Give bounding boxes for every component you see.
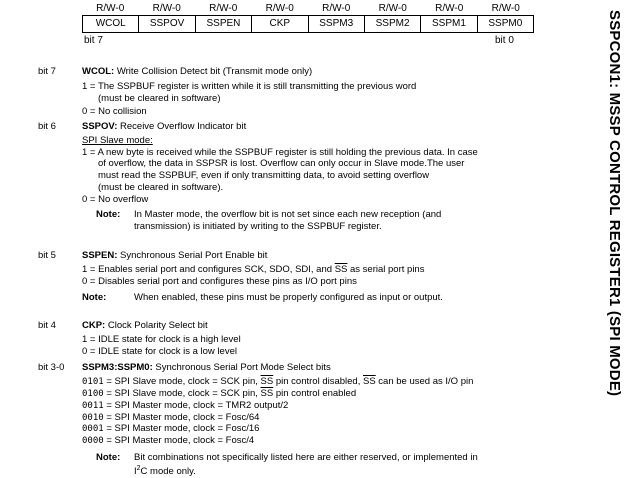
bit6-line5: 0 = No overflow bbox=[82, 194, 149, 205]
bit30-note-label: Note: bbox=[96, 452, 121, 463]
ss-signal: $\overline{SS}$ bbox=[260, 388, 274, 399]
mode-code: 0011 bbox=[82, 401, 104, 411]
mode-0000 bbox=[82, 435, 254, 448]
mode-0011 bbox=[82, 400, 288, 413]
bit5-note-label: Note: bbox=[82, 292, 107, 303]
access-bit7: R/W-0 bbox=[96, 3, 125, 14]
bit7-desc: Write Collision Detect bit (Transmit mode only) bbox=[114, 66, 313, 77]
register-bit-wcol: WCOL bbox=[95, 18, 126, 29]
i2c-superscript: 2 bbox=[136, 465, 141, 472]
register-bit-sspm0: SSPM0 bbox=[477, 16, 533, 32]
bit5-line1 bbox=[82, 264, 424, 276]
register-bit-sspm2: SSPM2 bbox=[364, 16, 420, 32]
bit7-line2: (must be cleared in software) bbox=[98, 93, 221, 104]
bit4-name: CKP: bbox=[82, 320, 106, 331]
bit6-title bbox=[82, 121, 246, 133]
bit7-title bbox=[82, 66, 312, 78]
bit5-name: SSPEN: bbox=[82, 250, 118, 261]
i2c-i: I bbox=[134, 466, 137, 478]
mode-desc: = SPI Master mode, clock = Fosc/16 bbox=[103, 423, 260, 434]
mode-desc: = SPI Master mode, clock = Fosc/64 bbox=[103, 412, 260, 423]
bit5-line2: 0 = Disables serial port and configures these pins as I/O port pins bbox=[82, 276, 357, 287]
bit6-line4: (must be cleared in software). bbox=[98, 182, 224, 193]
bit4-label: bit 4 bbox=[38, 320, 56, 331]
mode-0100 bbox=[82, 388, 356, 401]
mode-desc: = SPI Master mode, clock = Fosc/4 bbox=[103, 435, 255, 446]
mode-code: 0000 bbox=[82, 436, 104, 446]
bit5-ss-signal: $\overline{SS}$ bbox=[334, 264, 348, 275]
bit4-line1: 1 = IDLE state for clock is a high level bbox=[82, 334, 241, 345]
mode-0001 bbox=[82, 423, 259, 436]
i2c-rest: C mode only. bbox=[140, 466, 196, 478]
register-bit-sspm1: SSPM1 bbox=[420, 16, 476, 32]
mode-desc: = SPI Slave mode, clock = SCK pin, bbox=[103, 376, 261, 387]
ss-signal: $\overline{SS}$ bbox=[362, 376, 376, 387]
bit6-name: SSPOV: bbox=[82, 121, 118, 132]
mode-code: 0100 bbox=[82, 389, 104, 399]
bit7-line3: 0 = No collision bbox=[82, 106, 147, 117]
bit4-line2: 0 = IDLE state for clock is a low level bbox=[82, 346, 237, 357]
ss-signal: $\overline{SS}$ bbox=[260, 376, 274, 387]
mode-0101 bbox=[82, 376, 473, 389]
bit6-note-label: Note: bbox=[96, 209, 121, 220]
bit6-line1: 1 = A new byte is received while the SSPBUF register is still holding the previous data. In case bbox=[82, 147, 478, 158]
access-bit6: R/W-0 bbox=[152, 3, 181, 14]
register-bit-table bbox=[82, 15, 534, 33]
bit30-desc: Synchronous Serial Port Mode Select bits bbox=[152, 362, 331, 373]
mode-desc: = SPI Slave mode, clock = SCK pin, bbox=[103, 388, 261, 399]
bit5-note: When enabled, these pins must be properly configured as input or output. bbox=[134, 292, 443, 303]
bit7-label: bit 7 bbox=[38, 66, 56, 77]
mode-desc-mid: pin control disabled, bbox=[273, 376, 363, 387]
bit6-line3: must read the SSPBUF, even if only transmitting data, to avoid setting overflow bbox=[98, 170, 430, 181]
access-bit0: R/W-0 bbox=[491, 3, 520, 14]
bit30-name: SSPM3:SSPM0: bbox=[82, 362, 153, 373]
bit6-label: bit 6 bbox=[38, 121, 56, 132]
mode-code: 0010 bbox=[82, 413, 104, 423]
mode-desc-post: pin control enabled bbox=[273, 388, 357, 399]
bit7-line1: 1 = The SSPBUF register is written while it is still transmitting the previous word bbox=[82, 81, 417, 92]
register-bit-sspm3: SSPM3 bbox=[308, 16, 364, 32]
bit5-line1-a: 1 = Enables serial port and configures SCK, SDO, SDI, and bbox=[82, 264, 335, 275]
bit6-line2: of overflow, the data in SSPSR is lost. Overflow can only occur in Slave mode.The user bbox=[98, 158, 465, 169]
bit6-desc: Receive Overflow Indicator bit bbox=[117, 121, 247, 132]
bit30-title bbox=[82, 362, 331, 374]
bit30-note-line2 bbox=[134, 463, 196, 478]
access-bit3: R/W-0 bbox=[322, 3, 351, 14]
bit6-note-line1: In Master mode, the overflow bit is not set since each new reception (and bbox=[134, 209, 442, 220]
bit6-note-line2: transmission) is initiated by writing to the SSPBUF register. bbox=[134, 221, 382, 232]
mode-desc-post: can be used as I/O pin bbox=[375, 376, 474, 387]
register-bit-sspen: SSPEN bbox=[195, 16, 251, 32]
access-bit5: R/W-0 bbox=[209, 3, 238, 14]
register-bit-sspov: SSPOV bbox=[138, 16, 194, 32]
access-bit4: R/W-0 bbox=[265, 3, 294, 14]
bit5-label: bit 5 bbox=[38, 250, 56, 261]
bit5-desc: Synchronous Serial Port Enable bit bbox=[117, 250, 268, 261]
access-bit1: R/W-0 bbox=[435, 3, 464, 14]
bit30-label: bit 3-0 bbox=[38, 362, 65, 373]
bit-low-label: bit 0 bbox=[495, 35, 514, 46]
bit7-name: WCOL: bbox=[82, 66, 115, 77]
register-access-row bbox=[82, 3, 534, 15]
access-bit2: R/W-0 bbox=[378, 3, 407, 14]
bit4-desc: Clock Polarity Select bit bbox=[105, 320, 208, 331]
register-bit-ckp: CKP bbox=[251, 16, 307, 32]
mode-desc: = SPI Master mode, clock = TMR2 output/2 bbox=[103, 400, 289, 411]
bit-high-label: bit 7 bbox=[84, 35, 103, 46]
register-title-vertical: SSPCON1: MSSP CONTROL REGISTER1 (SPI MODE) bbox=[606, 10, 623, 397]
mode-code: 0001 bbox=[82, 424, 104, 434]
mode-code: 0101 bbox=[82, 377, 104, 387]
bit30-note-line1: Bit combinations not specifically listed here are either reserved, or implemented in bbox=[134, 452, 478, 463]
bit6-mode: SPI Slave mode: bbox=[82, 135, 153, 146]
bit5-title bbox=[82, 250, 267, 262]
bit5-line1-b: as serial port pins bbox=[347, 264, 425, 275]
bit4-title bbox=[82, 320, 208, 332]
